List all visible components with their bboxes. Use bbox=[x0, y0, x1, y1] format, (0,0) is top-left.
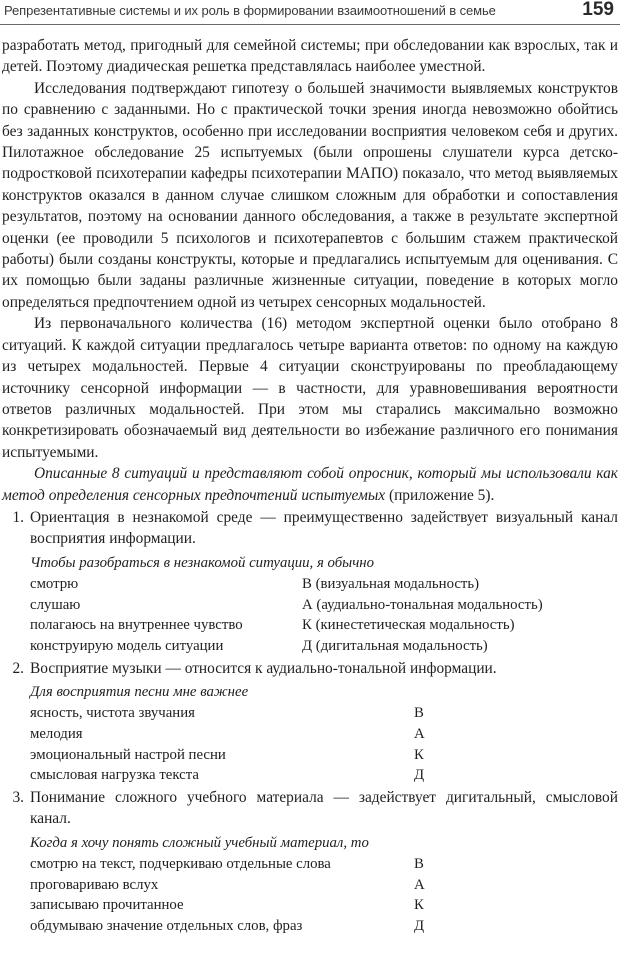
option-row bbox=[30, 765, 618, 786]
option-code: Д (дигитальная модальность) bbox=[302, 637, 488, 654]
situation-text: Восприятие музыки — относится к аудиально-тональной информации. bbox=[30, 659, 497, 677]
page-header bbox=[0, 0, 620, 25]
option-label: смысловая нагрузка текста bbox=[30, 767, 199, 784]
intro-italic: Описанные 8 ситуаций и представляют собой опросник, который мы использовали как метод определения сенсорных предпочтений испытуемых bbox=[2, 465, 618, 504]
option-code: К bbox=[414, 746, 424, 763]
situation-number: 3. bbox=[12, 788, 24, 806]
situation-item-3 bbox=[2, 787, 618, 937]
situation-text: Ориентация в незнакомой среде — преимущественно задействует визуальный канал восприятия информации. bbox=[30, 508, 618, 548]
paragraph-continuation: разработать метод, пригодный для семейной системы; при обследовании как взрослых, так и детей. Поэтому диадическая решетка представлялась наиболее уместной. bbox=[2, 37, 618, 76]
paragraph-hypothesis: Исследования подтверждают гипотезу о большей значимости выявляемых конструктов по сравнению с заданными. Но с практической точки зрения иногда невозможно обойтись без заданных конструктов, особенно при исследовании восприятия человеком себя и других. Пилотажное обследование 25 испытуемых (были опрошены слушатели курса детско-подростковой психотерапии кафедры психотерапии МАПО) показало, что метод выявляемых конструктов оказался в данном случае слишком сложным для обработки и сопоставления результатов, поэтому на основании данного обследования, а также в результате экспертной оценки (ее проводили 5 психологов и психотерапевтов с большим стажем практической работы) были созданы конструкты, которые и предлагались испытуемым для оценивания. С их помощью были заданы различные жизненные ситуации, поведение в которых могло определяться предпочтением одной из четырех сенсорных модальностей. bbox=[2, 79, 618, 311]
option-row bbox=[30, 916, 618, 937]
situation-prompt: Для восприятия песни мне важнее bbox=[30, 683, 249, 700]
option-label: записываю прочитанное bbox=[30, 897, 184, 914]
intro-tail: (приложение 5). bbox=[385, 486, 495, 504]
option-code: В (визуальная модальность) bbox=[302, 576, 480, 593]
option-row bbox=[30, 615, 618, 636]
page-number: 159 bbox=[582, 0, 614, 20]
option-code: А bbox=[414, 725, 425, 742]
option-label: мелодия bbox=[30, 725, 83, 742]
option-row bbox=[30, 875, 618, 896]
option-code: В bbox=[414, 855, 424, 872]
option-code: А bbox=[414, 876, 425, 893]
option-row bbox=[30, 574, 618, 595]
option-label: смотрю на текст, подчеркиваю отдельные слова bbox=[30, 855, 331, 872]
option-label: проговариваю вслух bbox=[30, 876, 159, 893]
option-label: конструирую модель ситуации bbox=[30, 637, 224, 654]
running-head: Репрезентативные системы и их роль в формировании взаимоотношений в семье bbox=[4, 3, 496, 18]
option-code: Д bbox=[414, 767, 425, 784]
option-label: ясность, чистота звучания bbox=[30, 705, 195, 722]
option-row bbox=[30, 724, 618, 745]
situation-number: 2. bbox=[12, 659, 24, 677]
option-row bbox=[30, 595, 618, 616]
situation-item-2 bbox=[2, 658, 618, 786]
option-code: К bbox=[414, 897, 424, 914]
option-row bbox=[30, 745, 618, 766]
situation-item-1 bbox=[2, 507, 618, 657]
situation-list bbox=[2, 507, 618, 936]
situation-prompt: Когда я хочу понять сложный учебный материал, то bbox=[30, 834, 369, 851]
paragraph-questionnaire-intro bbox=[2, 463, 618, 506]
option-label: эмоциональный настрой песни bbox=[30, 746, 226, 763]
option-row bbox=[30, 636, 618, 657]
option-code: К (кинестетическая модальность) bbox=[302, 617, 515, 634]
option-row bbox=[30, 703, 618, 724]
page-body bbox=[2, 35, 618, 936]
option-label: обдумываю значение отдельных слов, фраз bbox=[30, 917, 303, 934]
option-label: полагаюсь на внутреннее чувство bbox=[30, 617, 243, 634]
option-row bbox=[30, 895, 618, 916]
option-label: смотрю bbox=[30, 576, 79, 593]
situation-number: 1. bbox=[12, 508, 24, 526]
paragraph-situations: Из первоначального количества (16) методом экспертной оценки было отобрано 8 ситуаций. К каждой ситуации предлагалось четыре варианта ответов: по одному на каждую из четырех модальностей. Первые 4 ситуации сконструированы по преобладающему источнику сенсорной информации — в частности, для уравновешивания вероятности ответов различных модальностей. При этом мы старались максимально возможно конкретизировать обозначаемый вид деятельности во избежание различного его понимания испытуемыми. bbox=[2, 315, 618, 461]
option-label: слушаю bbox=[30, 596, 81, 613]
option-code: Д bbox=[414, 917, 425, 934]
option-row bbox=[30, 854, 618, 875]
situation-prompt: Чтобы разобраться в незнакомой ситуации, я обычно bbox=[30, 554, 374, 571]
option-code: В bbox=[414, 705, 424, 722]
option-code: А (аудиально-тональная модальность) bbox=[302, 596, 543, 613]
situation-text: Понимание сложного учебного материала — задействует дигитальный, смысловой канал. bbox=[30, 788, 618, 828]
